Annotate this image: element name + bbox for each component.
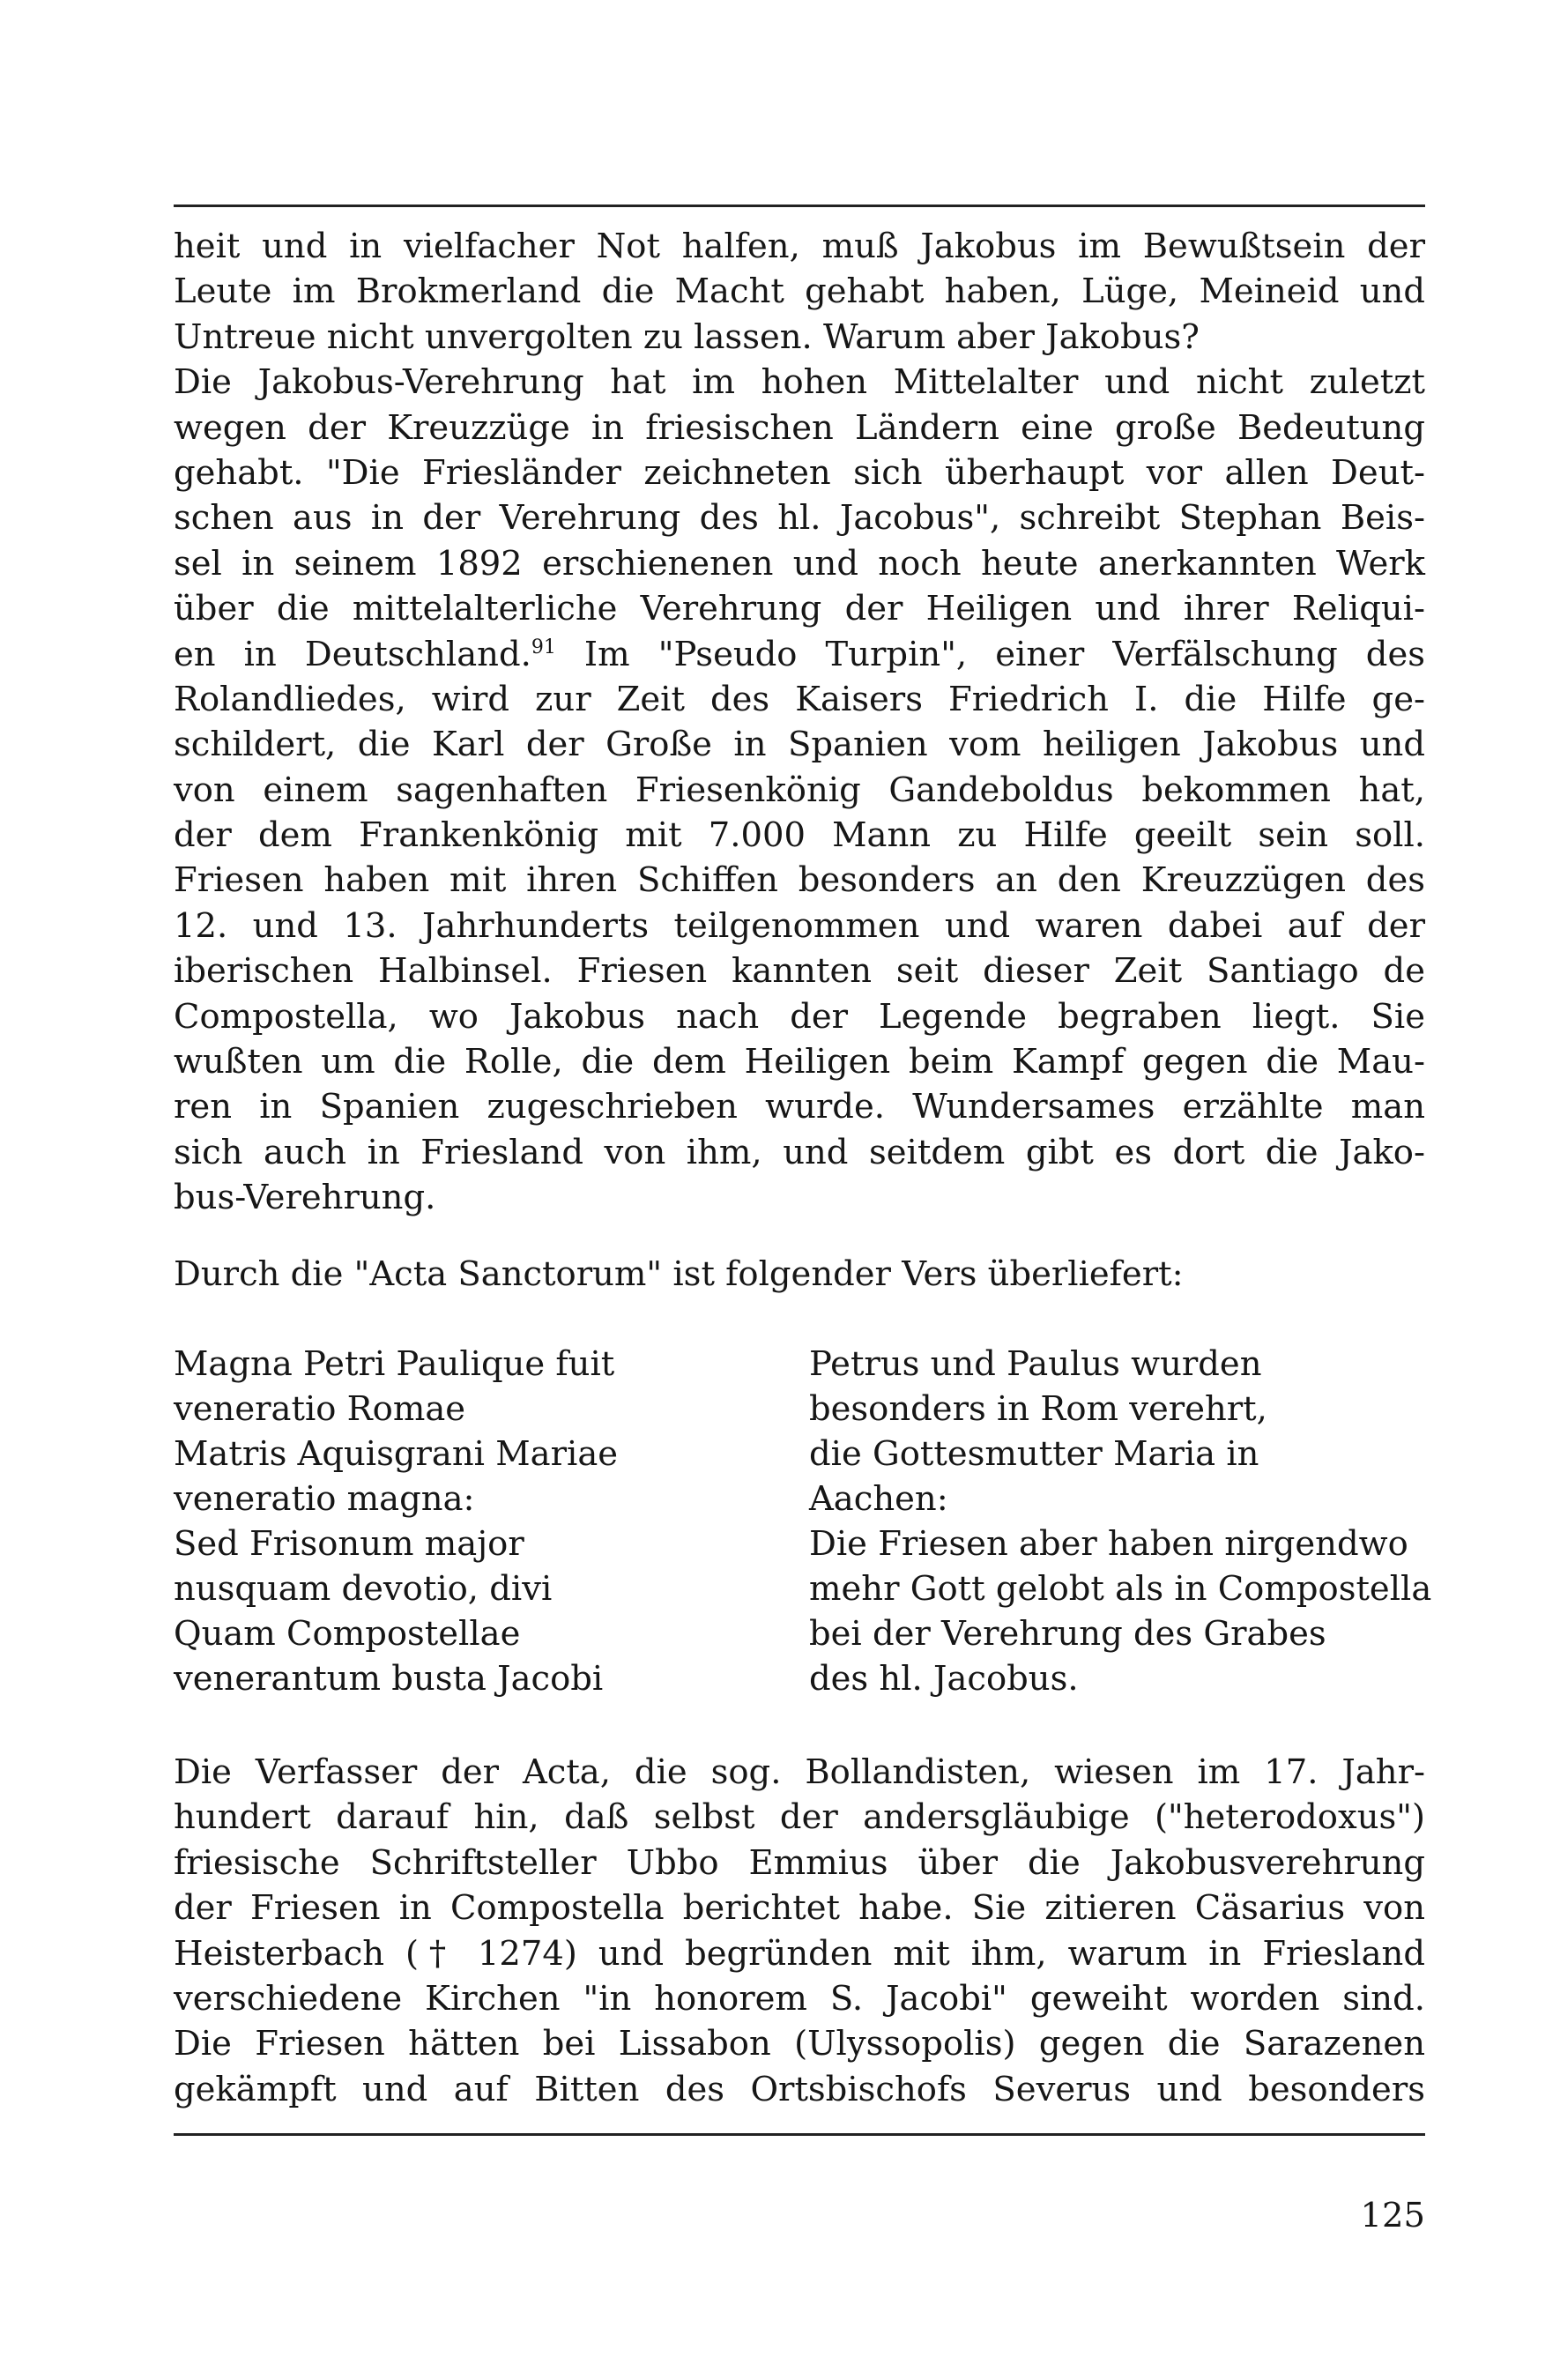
text-line: Friesen haben mit ihren Schiffen besonders an den Kreuzzügen des <box>174 860 1425 901</box>
text-segment: Im "Pseudo Turpin", einer Verfälschung des <box>555 634 1425 674</box>
page-number: 125 <box>1360 2196 1425 2235</box>
verse-line-german: Die Friesen aber haben nirgendwo <box>809 1524 1408 1564</box>
text-line: friesische Schriftsteller Ubbo Emmius über die Jakobusverehrung <box>174 1842 1425 1883</box>
text-line: verschiedene Kirchen "in honorem S. Jacobi" geweiht worden sind. <box>174 1978 1425 2019</box>
text-line: Compostella, wo Jakobus nach der Legende begraben liegt. Sie <box>174 996 1425 1037</box>
bottom-rule <box>174 2133 1425 2136</box>
text-line: hundert darauf hin, daß selbst der andersgläubige ("heterodoxus") <box>174 1797 1425 1838</box>
text-line: gehabt. "Die Friesländer zeichneten sich überhaupt vor allen Deut- <box>174 452 1425 493</box>
verse-line-latin: Quam Compostellae <box>174 1614 521 1654</box>
verse-line-german: die Gottesmutter Maria in <box>809 1434 1259 1474</box>
text-line: ren in Spanien zugeschrieben wurde. Wundersames erzählte man <box>174 1087 1425 1127</box>
text-line: wegen der Kreuzzüge in friesischen Ländern eine große Bedeutung <box>174 407 1425 448</box>
text-line: schildert, die Karl der Große in Spanien vom heiligen Jakobus und <box>174 725 1425 765</box>
text-line: Die Jakobus-Verehrung hat im hohen Mittelalter und nicht zuletzt <box>174 362 1425 403</box>
text-line: Die Friesen hätten bei Lissabon (Ulyssopolis) gegen die Sarazenen <box>174 2024 1425 2064</box>
text-line: von einem sagenhaften Friesenkönig Gandeboldus bekommen hat, <box>174 770 1425 810</box>
verse-german-translation <box>809 1342 1444 1701</box>
verse-line-german: des hl. Jacobus. <box>809 1659 1079 1699</box>
paragraph-acta-sanctorum-intro <box>174 1252 1425 1297</box>
text-line: Untreue nicht unvergolten zu lassen. Warum aber Jakobus? <box>174 316 1200 357</box>
verse-line-latin: venerantum busta Jacobi <box>174 1659 604 1699</box>
verse-line-latin: Sed Frisonum major <box>174 1524 524 1564</box>
text-line: über die mittelalterliche Verehrung der Heiligen und ihrer Reliqui- <box>174 589 1425 629</box>
paragraph-jakobus-verehrung <box>174 224 1425 1221</box>
text-line: schen aus in der Verehrung des hl. Jacobus", schreibt Stephan Beis- <box>174 498 1425 539</box>
text-line: heit und in vielfacher Not halfen, muß Jakobus im Bewußtsein der <box>174 227 1425 266</box>
top-rule <box>174 205 1425 207</box>
text-line: Durch die "Acta Sanctorum" ist folgender Vers überliefert: <box>174 1254 1184 1294</box>
text-line: der Friesen in Compostella berichtet habe. Sie zitieren Cäsarius von <box>174 1888 1425 1929</box>
verse-line-german: mehr Gott gelobt als in Compostella <box>809 1569 1432 1609</box>
text-line: Heisterbach († 1274) und begründen mit ihm, warum in Friesland <box>174 1933 1425 1974</box>
verse-line-latin: Matris Aquisgrani Mariae <box>174 1434 619 1474</box>
text-line: Rolandliedes, wird zur Zeit des Kaisers Friedrich I. die Hilfe ge- <box>174 679 1425 719</box>
text-line: sel in seinem 1892 erschienenen und noch heute anerkannten Werk <box>174 543 1425 584</box>
text-line: gekämpft und auf Bitten des Ortsbischofs Severus und besonders <box>174 2069 1425 2109</box>
verse-line-latin: veneratio magna: <box>174 1479 475 1519</box>
footnote-reference: 91 <box>531 636 556 658</box>
text-line: Leute im Brokmerland die Macht gehabt haben, Lüge, Meineid und <box>174 271 1425 312</box>
verse-line-german: bei der Verehrung des Grabes <box>809 1614 1326 1654</box>
text-line-with-footnote <box>174 632 1425 677</box>
verse-line-german: Aachen: <box>809 1479 948 1519</box>
verse-latin <box>174 1342 755 1701</box>
verse-line-german: Petrus und Paulus wurden <box>809 1344 1262 1384</box>
text-segment: en in Deutschland. <box>174 634 531 674</box>
text-line: der dem Frankenkönig mit 7.000 Mann zu Hilfe geeilt sein soll. <box>174 815 1425 856</box>
verse-line-german: besonders in Rom verehrt, <box>809 1389 1267 1429</box>
verse-line-latin: Magna Petri Paulique fuit <box>174 1344 615 1384</box>
text-line: sich auch in Friesland von ihm, und seitdem gibt es dort die Jako- <box>174 1132 1425 1172</box>
verse-line-latin: nusquam devotio, divi <box>174 1569 553 1609</box>
text-line: 12. und 13. Jahrhunderts teilgenommen und waren dabei auf der <box>174 905 1425 946</box>
text-line: Die Verfasser der Acta, die sog. Bollandisten, wiesen im 17. Jahr- <box>174 1752 1425 1792</box>
paragraph-bollandisten <box>174 1750 1425 2112</box>
text-line: wußten um die Rolle, die dem Heiligen beim Kampf gegen die Mau- <box>174 1042 1425 1082</box>
text-line: bus-Verehrung. <box>174 1178 436 1218</box>
text-line: iberischen Halbinsel. Friesen kannten seit dieser Zeit Santiago de <box>174 951 1425 992</box>
verse-line-latin: veneratio Romae <box>174 1389 466 1429</box>
